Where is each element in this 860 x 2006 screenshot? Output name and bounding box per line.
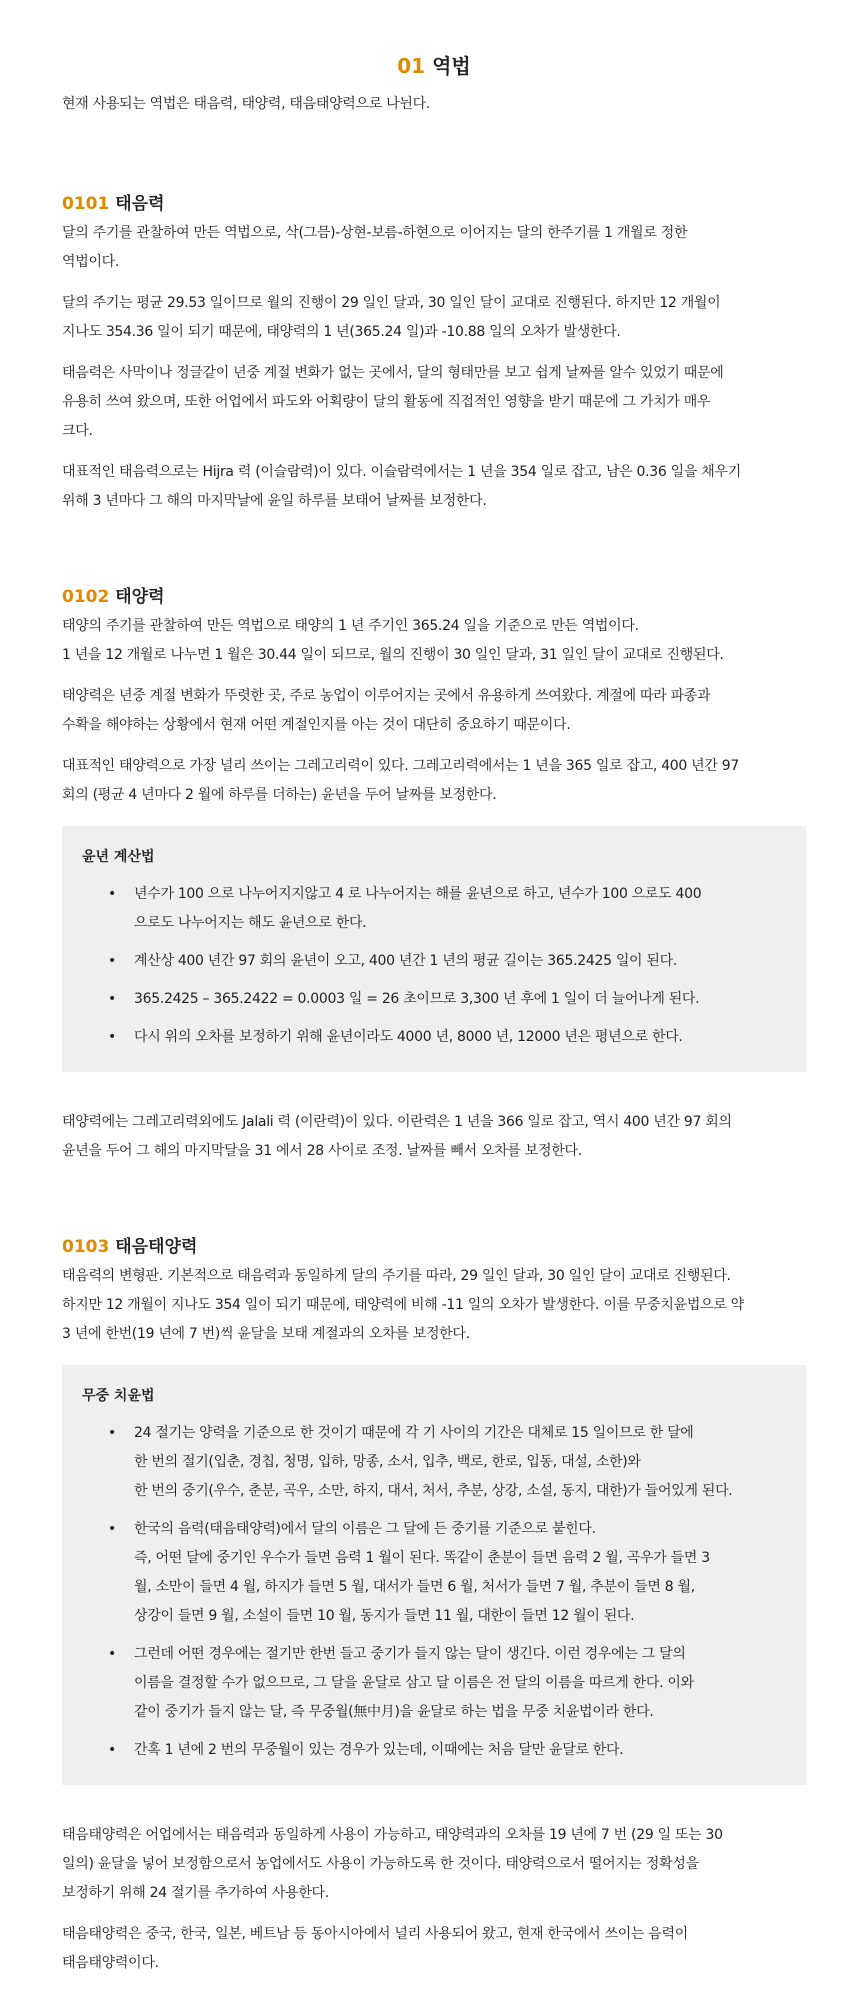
section-number: 0103 bbox=[62, 1237, 110, 1257]
box-title: 무중 치윤법 bbox=[82, 1388, 155, 1404]
intro-paragraph: 현재 사용되는 역법은 태음력, 태양력, 태음태양력으로 나뉜다. bbox=[62, 96, 430, 112]
paragraph: 달의 주기는 평균 29.53 일이므로 월의 진행이 29 일인 달과, 30 일인 달이 교대로 진행된다. 하지만 12 개월이 지나도 354.36 일이 되기 때문에, 태양력의 1 년(365.24 일)과 -10.88 일의 오차가 발생한다. bbox=[62, 295, 721, 340]
section-number: 0102 bbox=[62, 587, 110, 607]
paragraph: 태음력은 사막이나 정글같이 년중 계절 변화가 없는 곳에서, 달의 형태만를 보고 쉽게 날짜를 알수 있었기 때문에 유용히 쓰여 왔으며, 또한 어업에서 파도와 어획량이 달의 활동에 직접적인 영향을 받기 때문에 그 가치가 매우 크다. bbox=[62, 365, 724, 439]
paragraph: 달의 주기를 관찰하여 만든 역법으로, 삭(그믐)-상현-보름-하현으로 이어지는 달의 한주기를 1 개월로 정한 역법이다. bbox=[62, 225, 688, 270]
list-item: • 다시 위의 오차를 보정하기 위해 윤년이라도 4000 년, 8000 년, 12000 년은 평년으로 한다. bbox=[82, 1023, 786, 1052]
paragraph: 태양력에는 그레고리력외에도 Jalali 력 (이란력)이 있다. 이란력은 1 년을 366 일로 잡고, 역시 400 년간 97 회의 윤년을 두어 그 해의 마지막달을 31 에서 28 사이로 조정. 날짜를 빼서 오차를 보정한다. bbox=[62, 1114, 732, 1159]
intercalation-box bbox=[62, 1365, 806, 1785]
paragraph: 태음태양력은 어업에서는 태음력과 동일하게 사용이 가능하고, 태양력과의 오차를 19 년에 7 번 (29 일 또는 30 일의) 윤달을 넣어 보정함으로서 농업에서도 사용이 가능하도록 한 것이다. 태양력으로서 떨어지는 정확성을 보정하기 위해 24 절기를 추가하여 사용한다. bbox=[62, 1827, 723, 1901]
section-solar bbox=[62, 582, 806, 1166]
box-list bbox=[82, 1419, 786, 1765]
content bbox=[62, 52, 806, 1978]
section-heading bbox=[62, 582, 806, 612]
paragraph: 태양력은 년중 계절 변화가 뚜렷한 곳, 주로 농업이 이루어지는 곳에서 유용하게 쓰여왔다. 계절에 따라 파종과 수확을 해야하는 상황에서 현재 어떤 계절인지를 아는 것이 대단히 중요하기 때문이다. bbox=[62, 688, 711, 733]
paragraph: 태양의 주기를 관찰하여 만든 역법으로 태양의 1 년 주기인 365.24 일을 기준으로 만든 역법이다. 1 년을 12 개월로 나누면 1 월은 30.44 일이 되므로, 월의 진행이 30 일인 달과, 31 일인 달이 교대로 진행된다. bbox=[62, 618, 724, 663]
section-heading bbox=[62, 1232, 806, 1262]
paragraph: 대표적인 태양력으로 가장 널리 쓰이는 그레고리력이 있다. 그레고리력에서는 1 년을 365 일로 잡고, 400 년간 97 회의 (평균 4 년마다 2 월에 하루를 더하는) 윤년을 두어 날짜를 보정한다. bbox=[62, 758, 739, 803]
page-title-text: 역법 bbox=[432, 54, 471, 78]
section-lunisolar bbox=[62, 1232, 806, 1978]
section-title: 태음력 bbox=[115, 194, 165, 214]
paragraph: 태음태양력은 중국, 한국, 일본, 베트남 등 동아시아에서 널리 사용되어 왔고, 현재 한국에서 쓰이는 음력이 태음태양력이다. bbox=[62, 1926, 688, 1971]
section-heading bbox=[62, 189, 806, 219]
section-number: 0101 bbox=[62, 194, 110, 214]
page-title bbox=[62, 52, 806, 80]
leap-year-box bbox=[62, 826, 806, 1072]
paragraph: 대표적인 태음력으로는 Hijra 력 (이슬람력)이 있다. 이슬람력에서는 1 년을 354 일로 잡고, 남은 0.36 일을 채우기 위해 3 년마다 그 해의 마지막날에 윤일 하루를 보태어 날짜를 보정한다. bbox=[62, 464, 741, 509]
box-list bbox=[82, 880, 786, 1052]
list-item: • 계산상 400 년간 97 회의 윤년이 오고, 400 년간 1 년의 평균 길이는 365.2425 일이 된다. bbox=[82, 947, 786, 976]
list-item: • 년수가 100 으로 나누어지지않고 4 로 나누어지는 해를 윤년으로 하고, 년수가 100 으로도 400 으로도 나누어지는 해도 윤년으로 한다. bbox=[82, 880, 786, 938]
page-title-number: 01 bbox=[397, 54, 426, 78]
list-item: • 간혹 1 년에 2 번의 무중월이 있는 경우가 있는데, 이때에는 처음 달만 윤달로 한다. bbox=[82, 1736, 786, 1765]
section-title: 태양력 bbox=[115, 587, 165, 607]
section-lunar bbox=[62, 189, 806, 516]
box-title: 윤년 계산법 bbox=[82, 849, 155, 865]
list-item: • 24 절기는 양력을 기준으로 한 것이기 때문에 각 기 사이의 기간은 대체로 15 일이므로 한 달에 한 번의 절기(입춘, 경칩, 청명, 입하, 망종, 소서, 입추, 백로, 한로, 입동, 대설, 소한)와 한 번의 중기(우수, 춘분, 곡우, 소만, 하지, 대서, 처서, 추분, 상강, 소설, 동지, 대한)가 들어있게 된다. bbox=[82, 1419, 786, 1506]
list-item: • 그런데 어떤 경우에는 절기만 한번 들고 중기가 들지 않는 달이 생긴다. 이런 경우에는 그 달의 이름을 결정할 수가 없으므로, 그 달을 윤달로 삼고 달 이름은 전 달의 이름을 따르게 한다. 이와 같이 중기가 들지 않는 달, 즉 무중월(無中月)을 윤달로 하는 법을 무중 치윤법이라 한다. bbox=[82, 1640, 786, 1727]
section-title: 태음태양력 bbox=[115, 1237, 198, 1257]
list-item: • 365.2425 – 365.2422 = 0.0003 일 = 26 초이므로 3,300 년 후에 1 일이 더 늘어나게 된다. bbox=[82, 985, 786, 1014]
list-item: • 한국의 음력(태음태양력)에서 달의 이름은 그 달에 든 중기를 기준으로 붙힌다. 즉, 어떤 달에 중기인 우수가 들면 음력 1 월이 된다. 똑같이 춘분이 들면 음력 2 월, 곡우가 들면 3 월, 소만이 들면 4 월, 하지가 들면 5 월, 대서가 들면 6 월, 처서가 들면 7 월, 추분이 들면 8 월, 상강이 들면 9 월, 소설이 들면 10 월, 동지가 들면 11 월, 대한이 들면 12 월이 된다. bbox=[82, 1515, 786, 1631]
paragraph: 태음력의 변형판. 기본적으로 태음력과 동일하게 달의 주기를 따라, 29 일인 달과, 30 일인 달이 교대로 진행된다. 하지만 12 개월이 지나도 354 일이 되기 때문에, 태양력에 비해 -11 일의 오차가 발생한다. 이를 무중치윤법으로 약 3 년에 한번(19 년에 7 번)씩 윤달을 보태 계절과의 오차를 보정한다. bbox=[62, 1268, 744, 1342]
